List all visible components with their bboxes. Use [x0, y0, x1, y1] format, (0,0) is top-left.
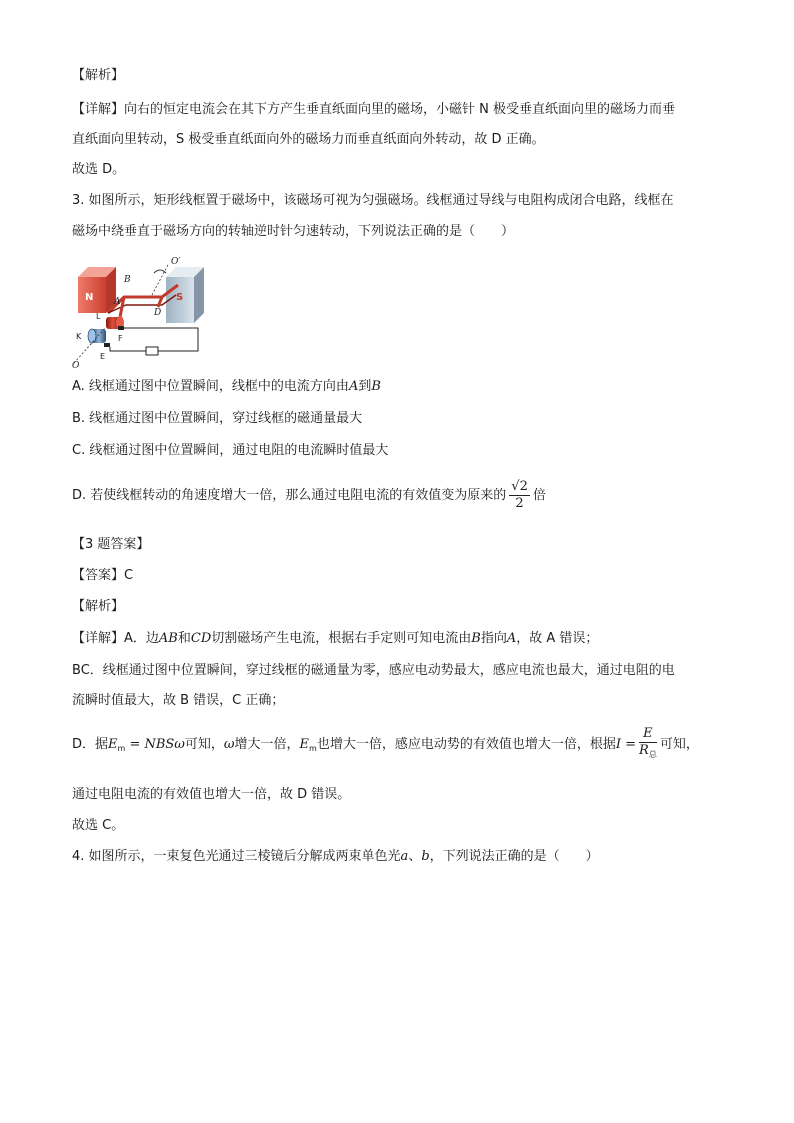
- jiexi-heading-1: 【解析】: [72, 68, 125, 83]
- e-over-r-fraction: $\frac{E}{R_总}$: [639, 726, 657, 759]
- sqrt2-over-2-fraction: $\frac{√2}{2}$: [511, 479, 528, 511]
- detail-d-line2: 通过电阻电流的有效值也增大一倍，故 D 错误。: [72, 787, 351, 802]
- detail-text-line: 【详解】向右的恒定电流会在其下方产生垂直纸面向里的磁场，小磁针 N 极受垂直纸面向里的磁场力而垂: [72, 102, 675, 117]
- conclusion-text: 故选 D。: [72, 162, 126, 177]
- detail-d: D．据$E_m = NBS\omega$可知，ω增大一倍，$E_m$也增大一倍，感应电动势的有效值也增大一倍，根据I = $\frac{E}{R_总}$ 可知，: [72, 726, 699, 768]
- label-a: A: [114, 297, 121, 307]
- detail-text-line: 直纸面向里转动，S 极受垂直纸面向外的磁场力而垂直纸面向外转动，故 D 正确。: [72, 132, 545, 147]
- option-a: A. 线框通过图中位置瞬间，线框中的电流方向由A到B: [72, 379, 381, 394]
- answer-heading: 【3 题答案】: [72, 537, 150, 552]
- question-stem-line: 磁场中绕垂直于磁场方向的转轴逆时针匀速转动，下列说法正确的是（ ）: [72, 224, 515, 239]
- magnet-n-label: N: [85, 292, 94, 303]
- detail-a: 【详解】A．边AB和CD切割磁场产生电流，根据右手定则可知电流由B指向A，故 A 错误；: [72, 631, 599, 646]
- generator-diagram: [70, 255, 205, 370]
- label-d: D: [154, 308, 162, 318]
- option-c: C. 线框通过图中位置瞬间，通过电阻的电流瞬时值最大: [72, 443, 389, 458]
- question-4-stem: 4. 如图所示，一束复色光通过三棱镜后分解成两束单色光a、b，下列说法正确的是（ ）: [72, 849, 599, 864]
- conclusion-text: 故选 C。: [72, 818, 125, 833]
- label-o-prime: O′: [171, 257, 181, 267]
- label-k: K: [76, 332, 82, 341]
- label-l: L: [96, 312, 101, 321]
- detail-bc-line: 流瞬时值最大，故 B 错误，C 正确；: [72, 693, 285, 708]
- label-o: O: [72, 361, 80, 370]
- label-f: F: [118, 334, 123, 343]
- question-stem-line: 3. 如图所示，矩形线框置于磁场中，该磁场可视为匀强磁场。线框通过导线与电阻构成闭合电路，线框在: [72, 193, 674, 208]
- detail-bc-line: BC．线框通过图中位置瞬间，穿过线框的磁通量为零，感应电动势最大，感应电流也最大，通过电阻的电: [72, 663, 675, 678]
- option-b: B. 线框通过图中位置瞬间，穿过线框的磁通量最大: [72, 411, 363, 426]
- magnet-s-label: S: [176, 292, 184, 303]
- answer-text: 【答案】C: [72, 568, 134, 583]
- jiexi-heading-2: 【解析】: [72, 599, 125, 614]
- label-b: B: [124, 275, 131, 285]
- option-d: D. 若使线框转动的角速度增大一倍，那么通过电阻电流的有效值变为原来的 $\frac{√2}{2}$ 倍: [72, 479, 546, 511]
- label-e: E: [100, 352, 106, 361]
